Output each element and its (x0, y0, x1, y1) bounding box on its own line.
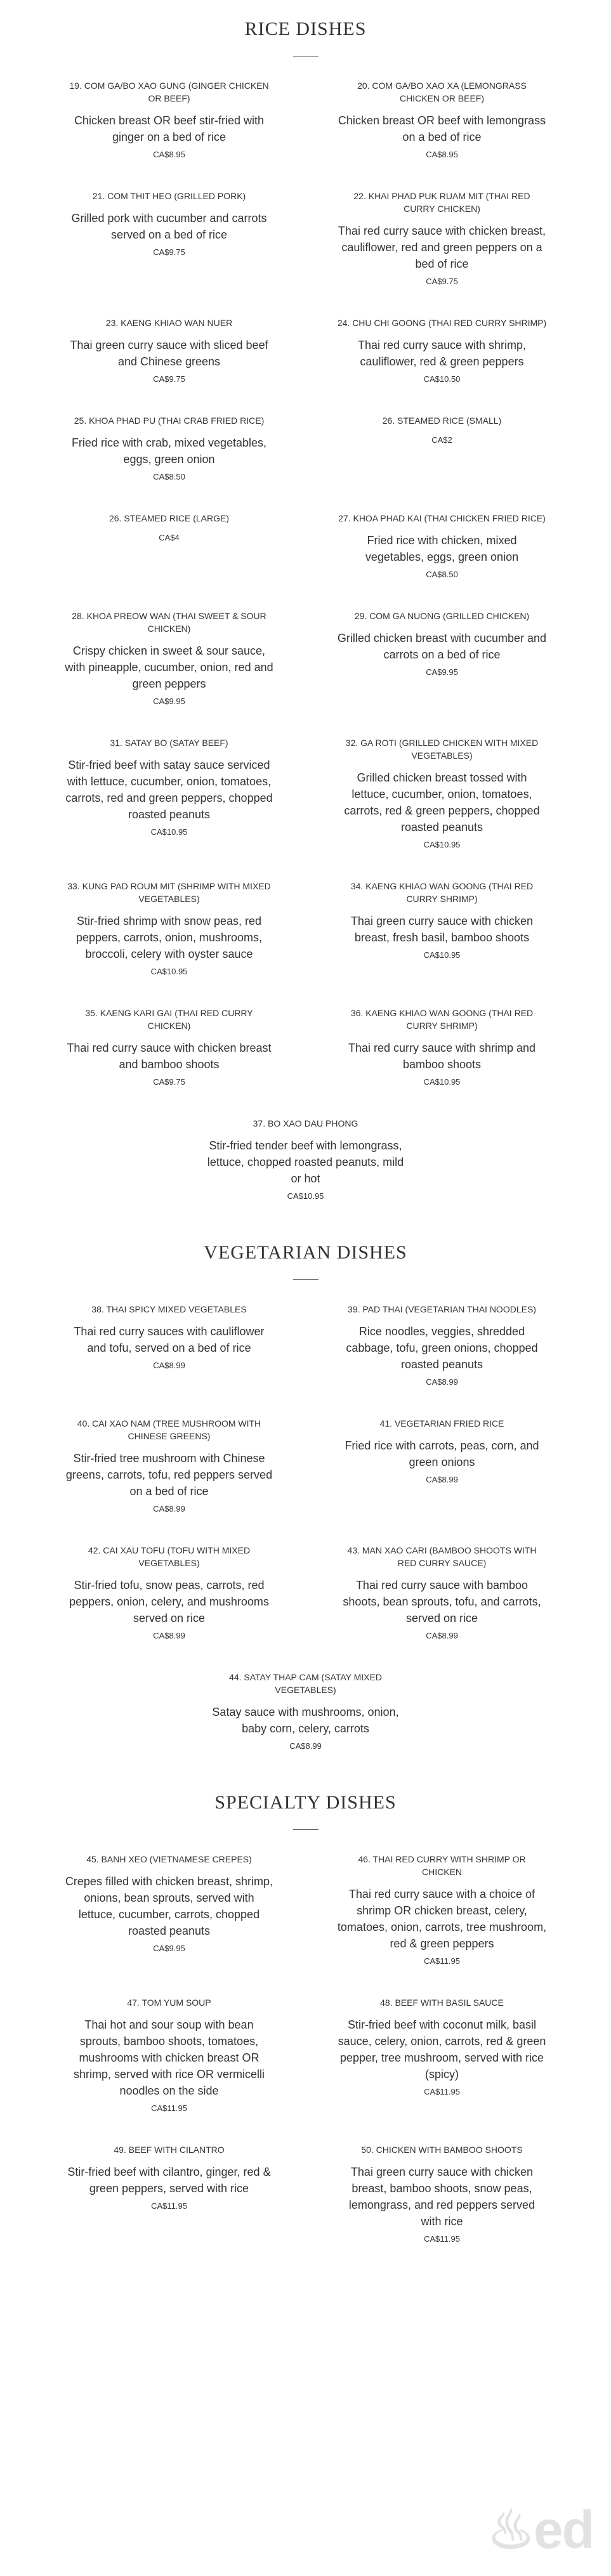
item-price: CA$9.75 (426, 277, 458, 286)
item-name: 50. CHICKEN WITH BAMBOO SHOOTS (361, 2145, 523, 2155)
menu-item (65, 2143, 274, 2245)
item-name: 34. KAENG KHIAO WAN GOONG (THAI RED CURRY SHRIMP) (350, 881, 534, 904)
item-name: 40. CAI XAO NAM (TREE MUSHROOM WITH CHINESE GREENS) (77, 1418, 261, 1441)
item-name: 48. BEEF WITH BASIL SAUCE (380, 1997, 504, 2008)
item-name: 23. KAENG KHIAO WAN NUER (105, 318, 233, 328)
item-name: 20. COM GA/BO XAO XA (LEMONGRASS CHICKEN OR BEEF) (357, 81, 527, 103)
item-name: 27. KHOA PHAD KAI (THAI CHICKEN FRIED RICE) (338, 513, 546, 523)
item-name: 43. MAN XAO CARI (BAMBOO SHOOTS WITH RED CURRY SAUCE) (347, 1545, 537, 1568)
menu-item (65, 79, 274, 160)
item-name: 24. CHU CHI GOONG (THAI RED CURRY SHRIMP) (337, 318, 547, 328)
menu-item (338, 1996, 547, 2114)
menu-item (338, 1007, 547, 1088)
item-description: Stir-fried shrimp with snow peas, red peppers, carrots, onion, mushrooms, broccoli, celery with oyster sauce (76, 915, 263, 960)
section-title: RICE DISHES (244, 18, 367, 39)
item-price: CA$8.99 (426, 1475, 458, 1484)
menu-item (65, 1303, 274, 1388)
item-description: Fried rice with crab, mixed vegetables, eggs, green onion (71, 436, 267, 466)
menu-item (338, 317, 547, 385)
item-price: CA$9.95 (153, 1944, 185, 1953)
menu-item (201, 1117, 411, 1202)
item-price: CA$2 (431, 435, 452, 445)
item-name: 22. KHAI PHAD PUK RUAM MIT (THAI RED CURRY CHICKEN) (353, 191, 530, 214)
menu-item (338, 1417, 547, 1515)
item-name: 25. KHOA PHAD PU (THAI CRAB FRIED RICE) (74, 415, 265, 426)
item-price: CA$8.99 (426, 1377, 458, 1387)
item-description: Thai red curry sauce with shrimp and bamboo shoots (348, 1042, 536, 1071)
item-name: 26. STEAMED RICE (LARGE) (108, 513, 230, 523)
item-price: CA$11.95 (151, 2201, 187, 2211)
item-description: Grilled pork with cucumber and carrots served on a bed of rice (71, 212, 267, 241)
item-description: Thai green curry sauce with chicken breast, fresh basil, bamboo shoots (350, 915, 534, 944)
item-price: CA$8.50 (426, 570, 458, 579)
item-price: CA$10.95 (150, 967, 188, 976)
item-name: 44. SATAY THAP CAM (SATAY MIXED VEGETABLES) (229, 1672, 382, 1695)
item-price: CA$8.99 (153, 1504, 185, 1514)
item-price: CA$8.99 (289, 1741, 322, 1751)
item-name: 47. TOM YUM SOUP (127, 1997, 211, 2008)
menu-grid (0, 1853, 611, 2245)
menu-item (201, 1671, 411, 1752)
menu-item (338, 610, 547, 707)
item-description: Thai red curry sauce with chicken breast, cauliflower, red and green peppers on a bed of rice (338, 225, 546, 270)
menu-item (65, 1853, 274, 1967)
menu-item (65, 317, 274, 385)
item-description: Thai red curry sauce with chicken breast and bamboo shoots (67, 1042, 272, 1071)
menu-item (338, 2143, 547, 2245)
chef-hat-icon: ♨ (487, 2500, 534, 2560)
menu-item (65, 512, 274, 580)
item-description: Thai hot and sour soup with bean sprouts, bamboo shoots, tomatoes, mushrooms with chicken breast OR shrimp, served with rice OR vermicelli noodles on the side (73, 2018, 265, 2097)
item-description: Stir-fried beef with coconut milk, basil sauce, celery, onion, carrots, red & green pepper, tree mushroom, served with rice (spicy) (338, 2018, 546, 2081)
item-price: CA$10.95 (423, 1077, 461, 1087)
item-description: Thai red curry sauce with shrimp, cauliflower, red & green peppers (357, 339, 527, 368)
item-name: 49. BEEF WITH CILANTRO (114, 2145, 225, 2155)
menu-item (338, 1544, 547, 1642)
menu-item (338, 736, 547, 851)
item-description: Grilled chicken breast with cucumber and carrots on a bed of rice (337, 632, 547, 661)
item-description: Stir-fried beef with cilantro, ginger, red & green peppers, served with rice (67, 2166, 271, 2195)
menu-item (65, 414, 274, 483)
item-price: CA$10.95 (423, 840, 461, 849)
item-name: 38. THAI SPICY MIXED VEGETABLES (91, 1304, 247, 1314)
menu-item (65, 1544, 274, 1642)
item-price: CA$9.95 (426, 667, 458, 677)
item-price: CA$9.75 (153, 1077, 185, 1087)
section-title: SPECIALTY DISHES (214, 1792, 397, 1813)
item-description: Stir-fried beef with satay sauce serviced with lettuce, cucumber, onion, tomatoes, carrots, red and green peppers, chopped roasted peanuts (65, 759, 273, 821)
item-name: 36. KAENG KHIAO WAN GOONG (THAI RED CURRY SHRIMP) (350, 1008, 534, 1031)
item-price: CA$8.50 (153, 472, 185, 481)
item-description: Stir-fried tofu, snow peas, carrots, red peppers, onion, celery, and mushrooms served on rice (69, 1579, 269, 1625)
menu-item (65, 1996, 274, 2114)
item-description: Stir-fried tree mushroom with Chinese greens, carrots, tofu, red peppers served on a bed of rice (65, 1452, 273, 1498)
item-description: Crepes filled with chicken breast, shrimp, onions, bean sprouts, served with lettuce, cucumber, carrots, chopped roasted peanuts (65, 1875, 273, 1937)
menu-item (65, 610, 274, 707)
item-description: Chicken breast OR beef with lemongrass on a bed of rice (338, 114, 546, 143)
menu-item (65, 190, 274, 287)
item-price: CA$8.99 (426, 1631, 458, 1640)
menu-item (338, 190, 547, 287)
item-price: CA$9.95 (153, 696, 185, 706)
item-price: CA$10.95 (150, 827, 188, 837)
item-name: 42. CAI XAU TOFU (TOFU WITH MIXED VEGETABLES) (88, 1545, 251, 1568)
section-vegetarian-dishes (0, 1202, 611, 1752)
menu-grid (0, 1303, 611, 1752)
section-title: VEGETARIAN DISHES (204, 1242, 407, 1263)
item-description: Thai red curry sauce with a choice of shrimp OR chicken breast, celery, tomatoes, onion, carrots, tree mushroom, red & green peppers (337, 1888, 547, 1950)
item-price: CA$10.50 (423, 374, 461, 384)
item-name: 39. PAD THAI (VEGETARIAN THAI NOODLES) (348, 1304, 536, 1314)
item-price: CA$10.95 (287, 1191, 324, 1201)
menu-item (338, 414, 547, 483)
item-description: Crispy chicken in sweet & sour sauce, with pineapple, cucumber, onion, red and green peppers (65, 644, 273, 690)
menu-item (65, 880, 274, 977)
item-price: CA$11.95 (424, 1956, 460, 1966)
item-description: Thai red curry sauces with cauliflower and tofu, served on a bed of rice (74, 1325, 265, 1354)
item-description: Thai green curry sauce with chicken breast, bamboo shoots, snow peas, lemongrass, and red peppers served with rice (348, 2166, 535, 2228)
item-description: Fried rice with carrots, peas, corn, and green onions (345, 1439, 539, 1468)
item-price: CA$8.99 (153, 1631, 185, 1640)
menu-item (338, 1303, 547, 1388)
item-description: Rice noodles, veggies, shredded cabbage, tofu, green onions, chopped roasted peanuts (346, 1325, 538, 1371)
item-name: 37. BO XAO DAU PHONG (253, 1118, 358, 1128)
item-description: Thai red curry sauce with bamboo shoots, bean sprouts, tofu, and carrots, served on rice (343, 1579, 541, 1625)
item-name: 29. COM GA NUONG (GRILLED CHICKEN) (354, 611, 530, 621)
item-description: Grilled chicken breast tossed with lettuce, cucumber, onion, tomatoes, carrots, red & green peppers, chopped roasted peanuts (344, 771, 540, 834)
menu-item (65, 1417, 274, 1515)
menu-item (65, 1007, 274, 1088)
menu-item (338, 512, 547, 580)
item-name: 21. COM THIT HEO (GRILLED PORK) (92, 191, 246, 201)
menu-grid (0, 79, 611, 1202)
item-price: CA$11.95 (151, 2103, 187, 2113)
menu-item (338, 880, 547, 977)
item-name: 33. KUNG PAD ROUM MIT (SHRIMP WITH MIXED VEGETABLES) (67, 881, 271, 904)
item-name: 41. VEGETARIAN FRIED RICE (379, 1418, 504, 1429)
menu-item (65, 736, 274, 851)
item-description: Thai green curry sauce with sliced beef and Chinese greens (70, 339, 268, 368)
section-rice-dishes (0, 0, 611, 1202)
item-price: CA$11.95 (424, 2087, 460, 2096)
item-name: 45. BANH XEO (VIETNAMESE CREPES) (86, 1854, 252, 1864)
item-name: 31. SATAY BO (SATAY BEEF) (110, 738, 228, 748)
watermark-logo (487, 2499, 593, 2561)
item-price: CA$8.95 (153, 150, 185, 159)
item-name: 35. KAENG KARI GAI (THAI RED CURRY CHICKEN) (85, 1008, 253, 1031)
section-specialty-dishes (0, 1752, 611, 2245)
item-name: 46. THAI RED CURRY WITH SHRIMP OR CHICKEN (358, 1854, 526, 1877)
menu-item (338, 79, 547, 160)
watermark-text: ed (533, 2500, 593, 2560)
item-name: 26. STEAMED RICE (SMALL) (382, 415, 502, 426)
item-name: 28. KHOA PREOW WAN (THAI SWEET & SOUR CHICKEN) (72, 611, 266, 634)
item-name: 32. GA ROTI (GRILLED CHICKEN WITH MIXED VEGETABLES) (345, 738, 539, 761)
item-price: CA$9.75 (153, 247, 185, 257)
item-price: CA$10.95 (423, 950, 461, 960)
item-price: CA$9.75 (153, 374, 185, 384)
item-price: CA$8.99 (153, 1361, 185, 1370)
item-name: 19. COM GA/BO XAO GUNG (GINGER CHICKEN OR BEEF) (69, 81, 269, 103)
item-price: CA$11.95 (424, 2234, 460, 2244)
title-divider (293, 1829, 319, 1830)
item-price: CA$8.95 (426, 150, 458, 159)
item-description: Fried rice with chicken, mixed vegetables, eggs, green onion (365, 534, 519, 563)
item-description: Satay sauce with mushrooms, onion, baby corn, celery, carrots (212, 1706, 399, 1735)
item-description: Stir-fried tender beef with lemongrass, lettuce, chopped roasted peanuts, mild or hot (207, 1139, 404, 1185)
item-price: CA$4 (159, 533, 180, 542)
title-divider (293, 1279, 319, 1280)
item-description: Chicken breast OR beef stir-fried with ginger on a bed of rice (74, 114, 265, 143)
menu-item (338, 1853, 547, 1967)
